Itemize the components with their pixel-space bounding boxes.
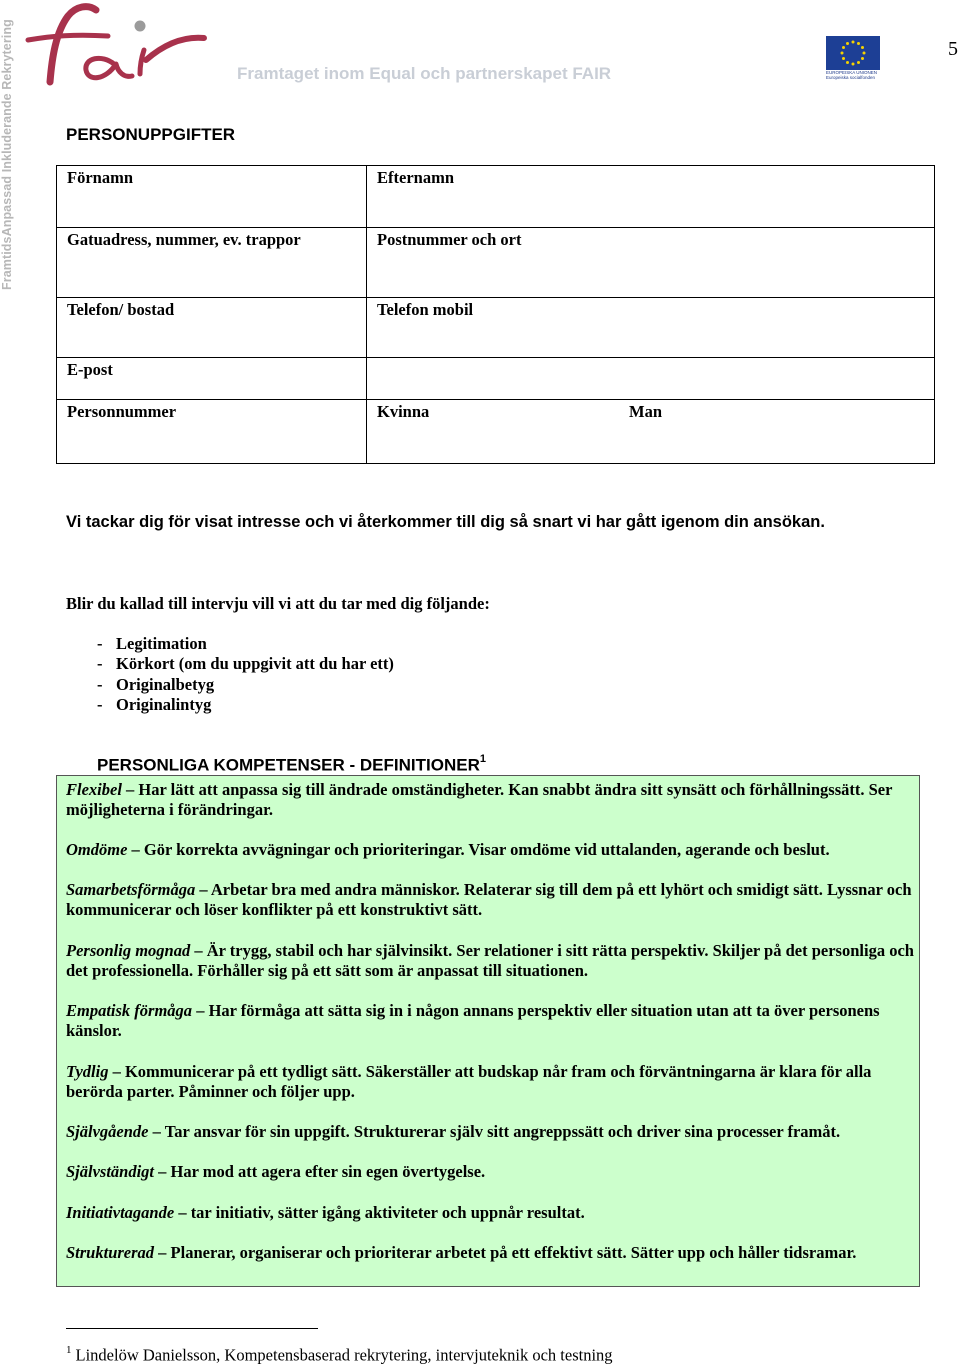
definition-item: Personlig mognad – Är trygg, stabil och har självinsikt. Ser relationer i sitt rätta perspektiv. Skiljer på det personliga och det professionella. Förhåller sig på ett sätt som är anpassat till situationen.	[66, 941, 914, 981]
definition-item: Självgående – Tar ansvar för sin uppgift. Strukturerar själv sitt angreppssätt och driver sina processer framåt.	[66, 1122, 841, 1141]
list-item-text: Originalbetyg	[116, 674, 215, 694]
gender-female-label: Kvinna	[377, 402, 430, 421]
definition-text: Planerar, organiserar och prioriterar arbetet på ett effektivt sätt. Sätter upp och håller tidsramar.	[170, 1243, 857, 1262]
personal-number-field[interactable]	[57, 400, 367, 464]
personal-number-label: Personnummer	[67, 402, 177, 421]
last-name-label: Efternamn	[377, 168, 454, 187]
definition-text: Tar ansvar för sin uppgift. Strukturerar själv sitt angreppssätt och driver sina processer framåt.	[164, 1122, 841, 1141]
definition-text: Har mod att agera efter sin egen övertygelse.	[170, 1162, 486, 1181]
list-item-text: Körkort (om du uppgivit att du har ett)	[116, 654, 394, 674]
definition-term: Empatisk förmåga	[66, 1001, 193, 1020]
gender-field[interactable]	[367, 400, 935, 464]
definition-item: Självständigt – Har mod att agera efter sin egen övertygelse.	[66, 1162, 486, 1181]
header-tagline: Framtaget inom Equal och partnerskapet FAIR	[237, 64, 612, 83]
definitions-box	[56, 775, 920, 1287]
definition-text: Har förmåga att sätta sig in i någon annans perspektiv eller situation utan att ta över personens känslor.	[66, 1001, 880, 1041]
definition-term: Tydlig	[66, 1062, 109, 1081]
list-dash: -	[97, 654, 103, 674]
fair-logo	[22, 2, 212, 88]
definition-term: Personlig mognad	[66, 941, 191, 960]
definition-term: Omdöme	[66, 840, 128, 859]
page-number: 5	[948, 38, 958, 60]
email-field[interactable]	[57, 358, 367, 400]
definition-term: Självgående	[66, 1122, 149, 1141]
last-name-field[interactable]	[367, 166, 935, 228]
list-dash: -	[97, 695, 103, 715]
list-item	[97, 675, 394, 695]
definition-item: Tydlig – Kommunicerar på ett tydligt sätt. Säkerställer att budskap når fram och förväntningarna är klara för alla berörda parter. Påminner och följer upp.	[66, 1062, 872, 1102]
definition-item: Samarbetsförmåga – Arbetar bra med andra människor. Relaterar sig till dem på ett lyhört och smidigt sätt. Lyssnar och kommunicerar och löser konflikter på ett konstruktivt sätt.	[66, 880, 912, 920]
competences-heading	[97, 755, 486, 776]
definition-term: Samarbetsförmåga	[66, 880, 196, 899]
definition-term: Självständigt	[66, 1162, 155, 1181]
phone-home-field[interactable]	[57, 298, 367, 358]
eu-caption-line2: Europeiska socialfonden	[826, 75, 876, 80]
definition-item: Omdöme – Gör korrekta avvägningar och prioriteringar. Visar omdöme vid uttalanden, agerande och beslut.	[66, 840, 830, 859]
eu-flag-icon	[826, 36, 880, 70]
postal-code-field[interactable]	[367, 228, 935, 298]
footnote-divider	[66, 1328, 318, 1329]
eu-caption	[826, 70, 884, 80]
definition-text: Gör korrekta avvägningar och prioriteringar. Visar omdöme vid uttalanden, agerande och beslut.	[143, 840, 830, 859]
definition-item: Flexibel – Har lätt att anpassa sig till ändrade omständigheter. Kan snabbt ändra sitt synsätt och förhållningssätt. Ser möjligheterna i förändringar.	[66, 780, 893, 820]
personal-data-heading: PERSONUPPGIFTER	[66, 125, 236, 144]
definition-text: Kommunicerar på ett tydligt sätt. Säkerställer att budskap når fram och förväntningarna är klara för alla berörda parter. Påminner och följer upp.	[66, 1062, 872, 1102]
interview-document-list	[97, 634, 394, 716]
interview-intro: Blir du kallad till intervju vill vi att du tar med dig följande:	[66, 594, 490, 613]
definition-item: Strukturerad – Planerar, organiserar och prioriterar arbetet på ett effektivt sätt. Sätter upp och håller tidsramar.	[66, 1243, 857, 1262]
street-address-field[interactable]	[57, 228, 367, 298]
definition-text: Arbetar bra med andra människor. Relaterar sig till dem på ett lyhört och smidigt sätt. Lyssnar och kommunicerar och löser konflikter på ett konstruktivt sätt.	[66, 880, 912, 920]
definition-term: Flexibel	[66, 780, 122, 799]
thanks-message: Vi tackar dig för visat intresse och vi återkommer till dig så snart vi har gått igenom din ansökan.	[66, 513, 825, 531]
list-dash: -	[97, 674, 103, 694]
footnote-mark: 1	[66, 1344, 72, 1356]
first-name-field[interactable]	[57, 166, 367, 228]
footnote	[66, 1345, 613, 1366]
list-item	[97, 654, 394, 674]
footnote-reference[interactable]: 1	[479, 753, 486, 765]
phone-mobile-field[interactable]	[367, 298, 935, 358]
list-item	[97, 695, 394, 715]
gender-male-label: Man	[629, 402, 662, 421]
postal-code-label: Postnummer och ort	[377, 230, 522, 249]
definition-term: Initiativtagande	[66, 1203, 175, 1222]
email-label: E-post	[67, 360, 113, 379]
definition-item: Empatisk förmåga – Har förmåga att sätta sig in i någon annans perspektiv eller situation utan att ta över personens känslor.	[66, 1001, 880, 1041]
phone-mobile-label: Telefon mobil	[377, 300, 474, 319]
definition-text: Är trygg, stabil och har självinsikt. Ser relationer i sitt rätta perspektiv. Skiljer på det personliga och det professionella. Förhåller sig på ett sätt som är anpassat till situationen.	[66, 941, 914, 981]
list-dash: -	[97, 634, 103, 653]
street-address-label: Gatuadress, nummer, ev. trappor	[67, 230, 301, 249]
side-brand-text: FramtidsAnpassad Inkluderande Rekrytering	[0, 19, 14, 290]
list-item-text: Legitimation	[116, 634, 207, 653]
list-item	[97, 634, 394, 654]
personal-data-form	[56, 165, 935, 464]
eu-caption-line1: EUROPEISKA UNIONEN	[826, 70, 878, 75]
footnote-text: Lindelöw Danielsson, Kompetensbaserad rekrytering, intervjuteknik och testning	[75, 1345, 613, 1365]
definition-text: tar initiativ, sätter igång aktiviteter och uppnår resultat.	[190, 1203, 585, 1222]
list-item-text: Originalintyg	[116, 695, 212, 715]
definition-term: Strukturerad	[66, 1243, 155, 1262]
first-name-label: Förnamn	[67, 168, 133, 187]
definition-item: Initiativtagande – tar initiativ, sätter igång aktiviteter och uppnår resultat.	[66, 1203, 585, 1222]
phone-home-label: Telefon/ bostad	[67, 300, 175, 319]
definition-text: Har lätt att anpassa sig till ändrade omständigheter. Kan snabbt ändra sitt synsätt och förhållningssätt. Ser möjligheterna i förändringar.	[66, 780, 893, 820]
email-field-extra[interactable]	[367, 358, 935, 400]
competences-heading-text: PERSONLIGA KOMPETENSER - DEFINITIONER	[97, 755, 480, 775]
